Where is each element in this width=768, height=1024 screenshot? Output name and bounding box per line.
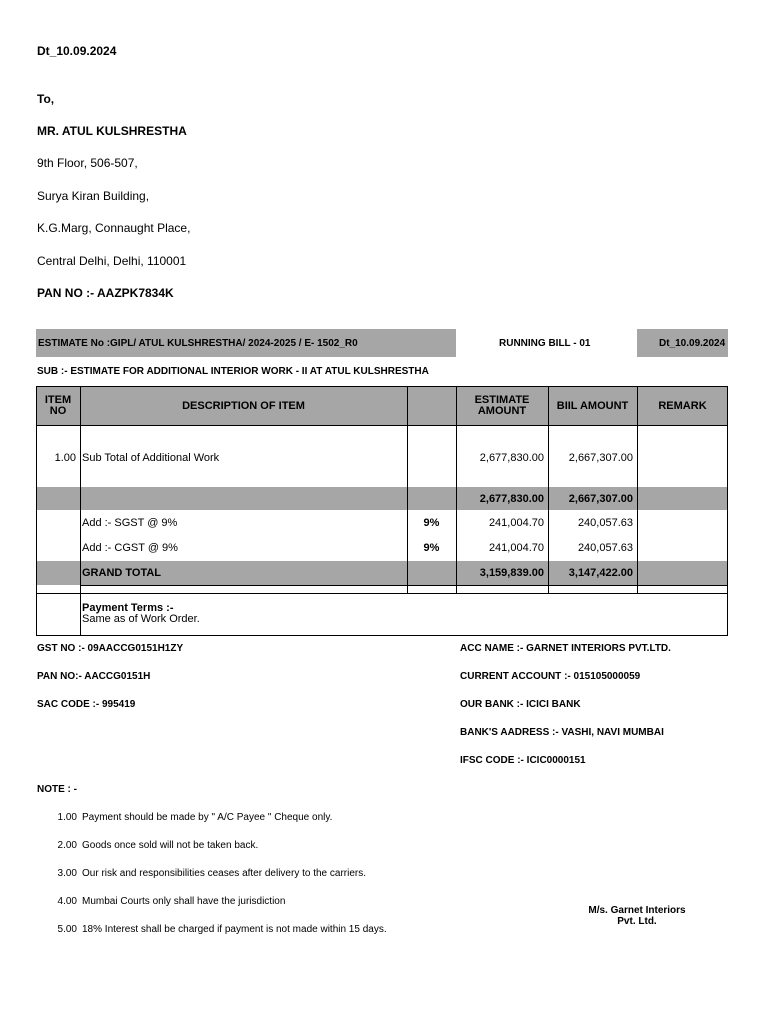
addressee-name: MR. ATUL KULSHRESTHA [37,124,187,138]
note-number: 4.00 [57,896,77,907]
ifsc-code: IFSC CODE :- ICIC0000151 [460,755,586,766]
col-divider-3 [456,386,457,593]
signature-block [560,905,714,927]
estimate-table [36,386,728,636]
grand-total-bill-amount: 3,147,422.00 [568,567,633,579]
sgst-bill-amount: 240,057.63 [577,517,633,529]
header-remark: REMARK [658,400,707,412]
address-line-4: Central Delhi, Delhi, 110001 [37,254,187,268]
header-description: DESCRIPTION OF ITEM [182,400,305,412]
address-line-1: 9th Floor, 506-507, [37,156,138,170]
signature-line-1: M/s. Garnet Interiors [588,905,686,916]
bank-address: BANK'S AADRESS :- VASHI, NAVI MUMBAI [460,727,664,738]
grand-total-estimate-amount: 3,159,839.00 [479,567,544,579]
notes-title: NOTE : - [37,784,77,795]
item-no: 1.00 [54,452,76,464]
address-line-3: K.G.Marg, Connaught Place, [37,221,191,235]
bank-name: OUR BANK :- ICICI BANK [460,699,581,710]
to-label: To, [37,92,55,106]
header-item-no: ITEM NO [44,394,72,417]
payment-terms-divider [36,593,728,594]
note-text: Payment should be made by " A/C Payee " Cheque only. [82,812,333,823]
item-estimate-amount: 2,677,830.00 [479,452,544,464]
address-line-2: Surya Kiran Building, [37,189,150,203]
payment-terms-title: Payment Terms :- [82,602,174,614]
header-bill-amount: BIIL AMOUNT [556,400,629,412]
note-number: 1.00 [57,812,77,823]
sac-code: SAC CODE :- 995419 [37,699,136,710]
gst-number: GST NO :- 09AACCG0151H1ZY [37,643,184,654]
note-number: 3.00 [57,868,77,879]
document-date: Dt_10.09.2024 [37,44,117,58]
current-account: CURRENT ACCOUNT :- 015105000059 [460,671,641,682]
note-text: Our risk and responsibilities ceases after delivery to the carriers. [82,868,367,879]
sgst-rate: 9% [423,517,440,529]
signature-line-2: Pvt. Ltd. [617,916,657,927]
cgst-rate: 9% [423,542,440,554]
subtotal-bill-amount: 2,667,307.00 [568,493,633,505]
note-text: 18% Interest shall be charged if payment is not made within 15 days. [82,924,387,935]
account-name: ACC NAME :- GARNET INTERIORS PVT.LTD. [460,643,671,654]
note-number: 2.00 [57,840,77,851]
note-text: Mumbai Courts only shall have the jurisdiction [82,896,286,907]
col-divider-1 [80,386,81,636]
header-divider [36,425,728,426]
col-divider-2 [407,386,408,593]
col-divider-4 [548,386,549,593]
addressee-pan: PAN NO :- AAZPK7834K [37,286,174,300]
subtotal-estimate-amount: 2,677,830.00 [479,493,544,505]
table-border [36,386,728,636]
running-bill: RUNNING BILL - 01 [499,338,591,349]
sgst-estimate-amount: 241,004.70 [488,517,544,529]
cgst-description: Add :- CGST @ 9% [82,542,178,554]
item-bill-amount: 2,667,307.00 [568,452,633,464]
payment-terms-text: Same as of Work Order. [82,613,200,625]
col-divider-5 [637,386,638,593]
sgst-description: Add :- SGST @ 9% [82,517,178,529]
estimate-number: ESTIMATE No :GIPL/ ATUL KULSHRESTHA/ 2024-2025 / E- 1502_R0 [38,338,358,349]
subject-line: SUB :- ESTIMATE FOR ADDITIONAL INTERIOR WORK - II AT ATUL KULSHRESTHA [37,366,429,377]
grand-total-label: GRAND TOTAL [82,567,162,579]
grand-total-bottom-line [80,585,728,586]
note-text: Goods once sold will not be taken back. [82,840,259,851]
note-number: 5.00 [57,924,77,935]
company-pan: PAN NO:- AACCG0151H [37,671,151,682]
cgst-estimate-amount: 241,004.70 [488,542,544,554]
estimate-date: Dt_10.09.2024 [659,338,726,349]
item-description: Sub Total of Additional Work [82,452,220,464]
header-estimate-amount: ESTIMATE AMOUNT [474,394,530,417]
cgst-bill-amount: 240,057.63 [577,542,633,554]
